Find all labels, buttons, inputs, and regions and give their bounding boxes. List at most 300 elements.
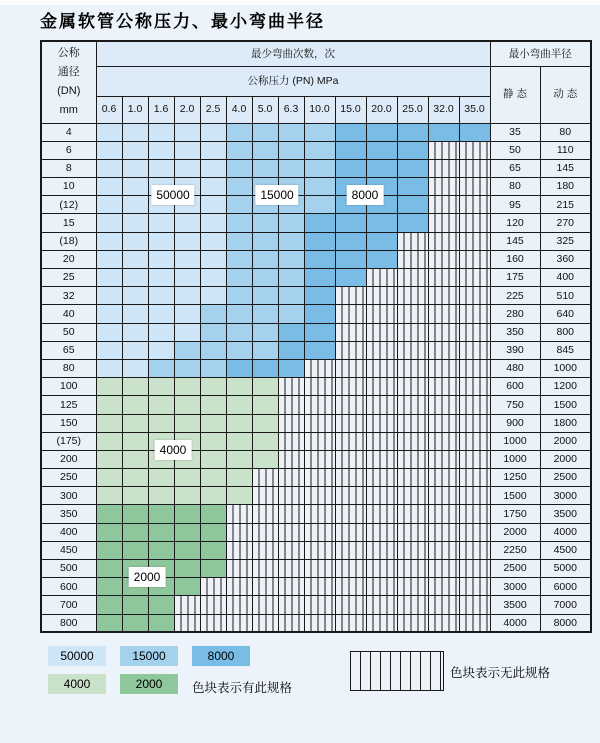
- dn-cell: 15: [41, 214, 96, 232]
- grid-cell: [96, 487, 122, 505]
- grid-cell: [459, 269, 490, 287]
- grid-cell: [122, 614, 148, 632]
- grid-cell: [428, 178, 459, 196]
- grid-cell: [397, 359, 428, 377]
- grid-cell: [278, 232, 304, 250]
- grid-cell: [226, 341, 252, 359]
- grid-cell: [304, 469, 335, 487]
- static-cell: 95: [490, 196, 540, 214]
- dn-cell: (18): [41, 232, 96, 250]
- dn-header: 公称 通径 (DN) mm: [41, 41, 96, 123]
- grid-cell: [200, 560, 226, 578]
- grid-cell: [96, 596, 122, 614]
- grid-cell: [397, 232, 428, 250]
- grid-cell: [304, 450, 335, 468]
- dn-cell: 32: [41, 287, 96, 305]
- grid-cell: [366, 541, 397, 559]
- grid-cell: [174, 341, 200, 359]
- grid-cell: [304, 250, 335, 268]
- grid-cell: [304, 487, 335, 505]
- grid-cell: [278, 450, 304, 468]
- grid-cell: [278, 469, 304, 487]
- dn-cell: 4: [41, 123, 96, 141]
- dynamic-cell: 845: [540, 341, 591, 359]
- grid-cell: [226, 323, 252, 341]
- grid-cell: [226, 578, 252, 596]
- dn-cell: 125: [41, 396, 96, 414]
- grid-cell: [304, 305, 335, 323]
- grid-cell: [397, 541, 428, 559]
- grid-cell: [335, 378, 366, 396]
- grid-cell: [252, 396, 278, 414]
- grid-cell: [226, 123, 252, 141]
- grid-cell: [428, 414, 459, 432]
- grid-cell: [96, 141, 122, 159]
- grid-cell: [397, 560, 428, 578]
- grid-cell: [397, 487, 428, 505]
- pressure-tick: 5.0: [252, 96, 278, 123]
- grid-cell: [252, 378, 278, 396]
- grid-cell: [335, 596, 366, 614]
- static-cell: 280: [490, 305, 540, 323]
- static-cell: 225: [490, 287, 540, 305]
- table-row: [41, 560, 591, 578]
- grid-cell: [335, 505, 366, 523]
- grid-cell: [252, 469, 278, 487]
- grid-cell: [252, 432, 278, 450]
- grid-cell: [366, 469, 397, 487]
- legend-no-spec-label: 色块表示无此规格: [450, 666, 551, 680]
- grid-cell: [200, 141, 226, 159]
- grid-cell: [335, 469, 366, 487]
- grid-cell: [397, 159, 428, 177]
- grid-cell: [366, 396, 397, 414]
- grid-cell: [148, 359, 174, 377]
- grid-cell: [304, 523, 335, 541]
- dynamic-cell: 2000: [540, 432, 591, 450]
- dynamic-cell: 640: [540, 305, 591, 323]
- table-row: [41, 432, 591, 450]
- grid-cell: [226, 414, 252, 432]
- table-row: [41, 232, 591, 250]
- grid-cell: [397, 178, 428, 196]
- legend-has-spec-label: 色块表示有此规格: [192, 681, 293, 695]
- grid-cell: [397, 269, 428, 287]
- table-row: [41, 414, 591, 432]
- legend-swatch-2000: 2000: [120, 674, 178, 694]
- dn-cell: 10: [41, 178, 96, 196]
- grid-cell: [335, 414, 366, 432]
- dynamic-cell: 4500: [540, 541, 591, 559]
- grid-cell: [174, 396, 200, 414]
- grid-cell: [148, 487, 174, 505]
- grid-cell: [226, 596, 252, 614]
- pressure-header: 公称压力 (PN) MPa: [96, 66, 490, 96]
- grid-cell: [96, 178, 122, 196]
- grid-cell: [397, 250, 428, 268]
- grid-cell: [122, 305, 148, 323]
- grid-cell: [278, 359, 304, 377]
- grid-cell: [428, 578, 459, 596]
- grid-cell: [148, 541, 174, 559]
- grid-cell: [335, 287, 366, 305]
- dynamic-cell: 180: [540, 178, 591, 196]
- grid-cell: [252, 523, 278, 541]
- grid-cell: [148, 232, 174, 250]
- grid-cell: [278, 432, 304, 450]
- grid-cell: [252, 305, 278, 323]
- grid-cell: [200, 505, 226, 523]
- grid-cell: [397, 505, 428, 523]
- table-row: [41, 141, 591, 159]
- grid-cell: [397, 414, 428, 432]
- grid-cell: [428, 141, 459, 159]
- dn-cell: 700: [41, 596, 96, 614]
- grid-cell: [96, 305, 122, 323]
- grid-cell: [459, 305, 490, 323]
- grid-cell: [459, 123, 490, 141]
- grid-cell: [226, 505, 252, 523]
- grid-cell: [96, 614, 122, 632]
- grid-cell: [428, 305, 459, 323]
- grid-cell: [252, 214, 278, 232]
- grid-cell: [428, 614, 459, 632]
- grid-cell: [304, 614, 335, 632]
- grid-cell: [278, 614, 304, 632]
- grid-cell: [366, 250, 397, 268]
- grid-cell: [96, 560, 122, 578]
- grid-cell: [428, 596, 459, 614]
- grid-cell: [200, 305, 226, 323]
- grid-cell: [459, 141, 490, 159]
- grid-cell: [335, 359, 366, 377]
- grid-cell: [148, 378, 174, 396]
- grid-cell: [96, 341, 122, 359]
- grid-cell: [174, 287, 200, 305]
- grid-cell: [304, 432, 335, 450]
- grid-cell: [278, 414, 304, 432]
- grid-cell: [304, 505, 335, 523]
- grid-cell: [252, 541, 278, 559]
- grid-cell: [304, 596, 335, 614]
- grid-cell: [459, 323, 490, 341]
- grid-cell: [428, 541, 459, 559]
- table-row: [41, 178, 591, 196]
- table-row: [41, 323, 591, 341]
- grid-cell: [174, 414, 200, 432]
- grid-cell: [200, 214, 226, 232]
- grid-cell: [304, 396, 335, 414]
- grid-cell: [459, 578, 490, 596]
- dynamic-cell: 400: [540, 269, 591, 287]
- dynamic-cell: 6000: [540, 578, 591, 596]
- grid-cell: [122, 469, 148, 487]
- static-cell: 390: [490, 341, 540, 359]
- grid-cell: [397, 396, 428, 414]
- grid-cell: [366, 505, 397, 523]
- grid-cell: [96, 414, 122, 432]
- grid-cell: [335, 123, 366, 141]
- grid-cell: [366, 341, 397, 359]
- static-cell: 80: [490, 178, 540, 196]
- dn-cell: (175): [41, 432, 96, 450]
- table-row: [41, 450, 591, 468]
- grid-cell: [459, 487, 490, 505]
- grid-cell: [397, 141, 428, 159]
- grid-cell: [428, 250, 459, 268]
- dn-cell: 40: [41, 305, 96, 323]
- dn-cell: 500: [41, 560, 96, 578]
- grid-cell: [335, 432, 366, 450]
- grid-cell: [200, 287, 226, 305]
- grid-cell: [304, 178, 335, 196]
- dynamic-cell: 8000: [540, 614, 591, 632]
- grid-cell: [459, 359, 490, 377]
- dynamic-cell: 215: [540, 196, 591, 214]
- grid-cell: [200, 578, 226, 596]
- legend-swatch-4000: 4000: [48, 674, 106, 694]
- grid-cell: [200, 541, 226, 559]
- grid-cell: [226, 560, 252, 578]
- table-row: [41, 305, 591, 323]
- grid-cell: [397, 469, 428, 487]
- grid-cell: [122, 287, 148, 305]
- grid-cell: [335, 396, 366, 414]
- grid-cell: [96, 505, 122, 523]
- grid-cell: [366, 596, 397, 614]
- grid-cell: [304, 578, 335, 596]
- grid-cell: [366, 123, 397, 141]
- table-row: [41, 596, 591, 614]
- grid-cell: [428, 269, 459, 287]
- grid-cell: [397, 378, 428, 396]
- grid-cell: [428, 523, 459, 541]
- dynamic-cell: 80: [540, 123, 591, 141]
- grid-cell: [459, 596, 490, 614]
- dn-cell: 450: [41, 541, 96, 559]
- grid-cell: [459, 159, 490, 177]
- grid-cell: [366, 214, 397, 232]
- grid-cell: [122, 414, 148, 432]
- grid-cell: [174, 523, 200, 541]
- grid-cell: [200, 469, 226, 487]
- grid-cell: [148, 159, 174, 177]
- grid-cell: [459, 560, 490, 578]
- static-cell: 480: [490, 359, 540, 377]
- static-cell: 350: [490, 323, 540, 341]
- grid-cell: [148, 141, 174, 159]
- grid-cell: [428, 487, 459, 505]
- table-row: [41, 614, 591, 632]
- grid-cell: [226, 450, 252, 468]
- grid-cell: [200, 596, 226, 614]
- grid-cell: [174, 250, 200, 268]
- grid-cell: [122, 196, 148, 214]
- grid-cell: [226, 178, 252, 196]
- grid-cell: [174, 323, 200, 341]
- grid-cell: [428, 341, 459, 359]
- grid-cell: [226, 232, 252, 250]
- dn-cell: 350: [41, 505, 96, 523]
- grid-cell: [397, 523, 428, 541]
- grid-cell: [428, 359, 459, 377]
- static-cell: 1750: [490, 505, 540, 523]
- grid-cell: [335, 487, 366, 505]
- dn-cell: 800: [41, 614, 96, 632]
- grid-cell: [200, 450, 226, 468]
- grid-cell: [200, 523, 226, 541]
- grid-cell: [428, 159, 459, 177]
- grid-cell: [174, 505, 200, 523]
- grid-cell: [428, 287, 459, 305]
- dynamic-cell: 3000: [540, 487, 591, 505]
- dynamic-cell: 325: [540, 232, 591, 250]
- grid-cell: [122, 232, 148, 250]
- grid-cell: [366, 487, 397, 505]
- grid-cell: [226, 250, 252, 268]
- grid-cell: [174, 232, 200, 250]
- static-cell: 900: [490, 414, 540, 432]
- cycles-header: 最少弯曲次数，次: [96, 41, 490, 66]
- legend-no-spec-swatch: [350, 651, 444, 691]
- grid-cell: [459, 378, 490, 396]
- grid-cell: [200, 341, 226, 359]
- grid-cell: [200, 396, 226, 414]
- grid-cell: [428, 232, 459, 250]
- grid-cell: [96, 196, 122, 214]
- grid-cell: [252, 578, 278, 596]
- pressure-tick: 20.0: [366, 96, 397, 123]
- grid-cell: [174, 578, 200, 596]
- grid-cell: [148, 396, 174, 414]
- grid-cell: [252, 359, 278, 377]
- grid-cell: [366, 432, 397, 450]
- grid-cell: [96, 469, 122, 487]
- grid-cell: [459, 614, 490, 632]
- dynamic-cell: 145: [540, 159, 591, 177]
- grid-cell: [252, 614, 278, 632]
- grid-cell: [428, 123, 459, 141]
- grid-cell: [148, 123, 174, 141]
- dn-cell: 6: [41, 141, 96, 159]
- grid-cell: [459, 178, 490, 196]
- grid-cell: [304, 123, 335, 141]
- grid-cell: [278, 560, 304, 578]
- grid-cell: [96, 523, 122, 541]
- grid-cell: [278, 287, 304, 305]
- grid-cell: [428, 396, 459, 414]
- grid-cell: [200, 378, 226, 396]
- grid-cell: [366, 523, 397, 541]
- grid-cell: [459, 432, 490, 450]
- grid-cell: [459, 196, 490, 214]
- static-cell: 145: [490, 232, 540, 250]
- grid-cell: [428, 505, 459, 523]
- dynamic-cell: 7000: [540, 596, 591, 614]
- grid-cell: [226, 196, 252, 214]
- table-row: [41, 541, 591, 559]
- static-cell: 600: [490, 378, 540, 396]
- grid-cell: [252, 414, 278, 432]
- dynamic-cell: 5000: [540, 560, 591, 578]
- grid-cell: [397, 196, 428, 214]
- grid-cell: [278, 505, 304, 523]
- grid-cell: [174, 123, 200, 141]
- dn-cell: 100: [41, 378, 96, 396]
- pressure-tick: 10.0: [304, 96, 335, 123]
- grid-cell: [278, 541, 304, 559]
- grid-cell: [278, 323, 304, 341]
- grid-cell: [366, 414, 397, 432]
- cycle-count-label-15000: 15000: [255, 185, 298, 205]
- legend-swatch-8000: 8000: [192, 646, 250, 666]
- grid-cell: [226, 523, 252, 541]
- grid-cell: [335, 341, 366, 359]
- grid-cell: [226, 305, 252, 323]
- dn-cell: (12): [41, 196, 96, 214]
- grid-cell: [428, 323, 459, 341]
- grid-cell: [459, 396, 490, 414]
- grid-cell: [226, 378, 252, 396]
- top-strip: [0, 0, 600, 5]
- grid-cell: [122, 450, 148, 468]
- grid-cell: [304, 287, 335, 305]
- grid-cell: [200, 159, 226, 177]
- radius-header: 最小弯曲半径: [490, 41, 591, 66]
- grid-cell: [96, 214, 122, 232]
- dynamic-cell: 4000: [540, 523, 591, 541]
- static-cell: 3500: [490, 596, 540, 614]
- dn-cell: 300: [41, 487, 96, 505]
- grid-cell: [397, 214, 428, 232]
- grid-cell: [252, 341, 278, 359]
- grid-cell: [200, 432, 226, 450]
- grid-cell: [148, 323, 174, 341]
- grid-cell: [122, 123, 148, 141]
- grid-cell: [335, 269, 366, 287]
- grid-cell: [304, 541, 335, 559]
- grid-cell: [96, 541, 122, 559]
- pressure-tick: 15.0: [335, 96, 366, 123]
- grid-cell: [278, 341, 304, 359]
- grid-cell: [148, 214, 174, 232]
- grid-cell: [122, 541, 148, 559]
- table-row: [41, 250, 591, 268]
- grid-cell: [252, 596, 278, 614]
- grid-cell: [335, 232, 366, 250]
- grid-cell: [96, 378, 122, 396]
- grid-cell: [96, 159, 122, 177]
- grid-cell: [122, 596, 148, 614]
- grid-cell: [148, 596, 174, 614]
- table-row: [41, 469, 591, 487]
- grid-cell: [366, 287, 397, 305]
- grid-cell: [366, 560, 397, 578]
- grid-cell: [304, 378, 335, 396]
- grid-cell: [278, 523, 304, 541]
- grid-cell: [148, 614, 174, 632]
- grid-cell: [96, 396, 122, 414]
- static-cell: 2500: [490, 560, 540, 578]
- grid-cell: [148, 505, 174, 523]
- grid-cell: [148, 287, 174, 305]
- dn-cell: 50: [41, 323, 96, 341]
- static-cell: 3000: [490, 578, 540, 596]
- grid-cell: [200, 269, 226, 287]
- grid-cell: [278, 269, 304, 287]
- static-cell: 1000: [490, 432, 540, 450]
- grid-cell: [226, 541, 252, 559]
